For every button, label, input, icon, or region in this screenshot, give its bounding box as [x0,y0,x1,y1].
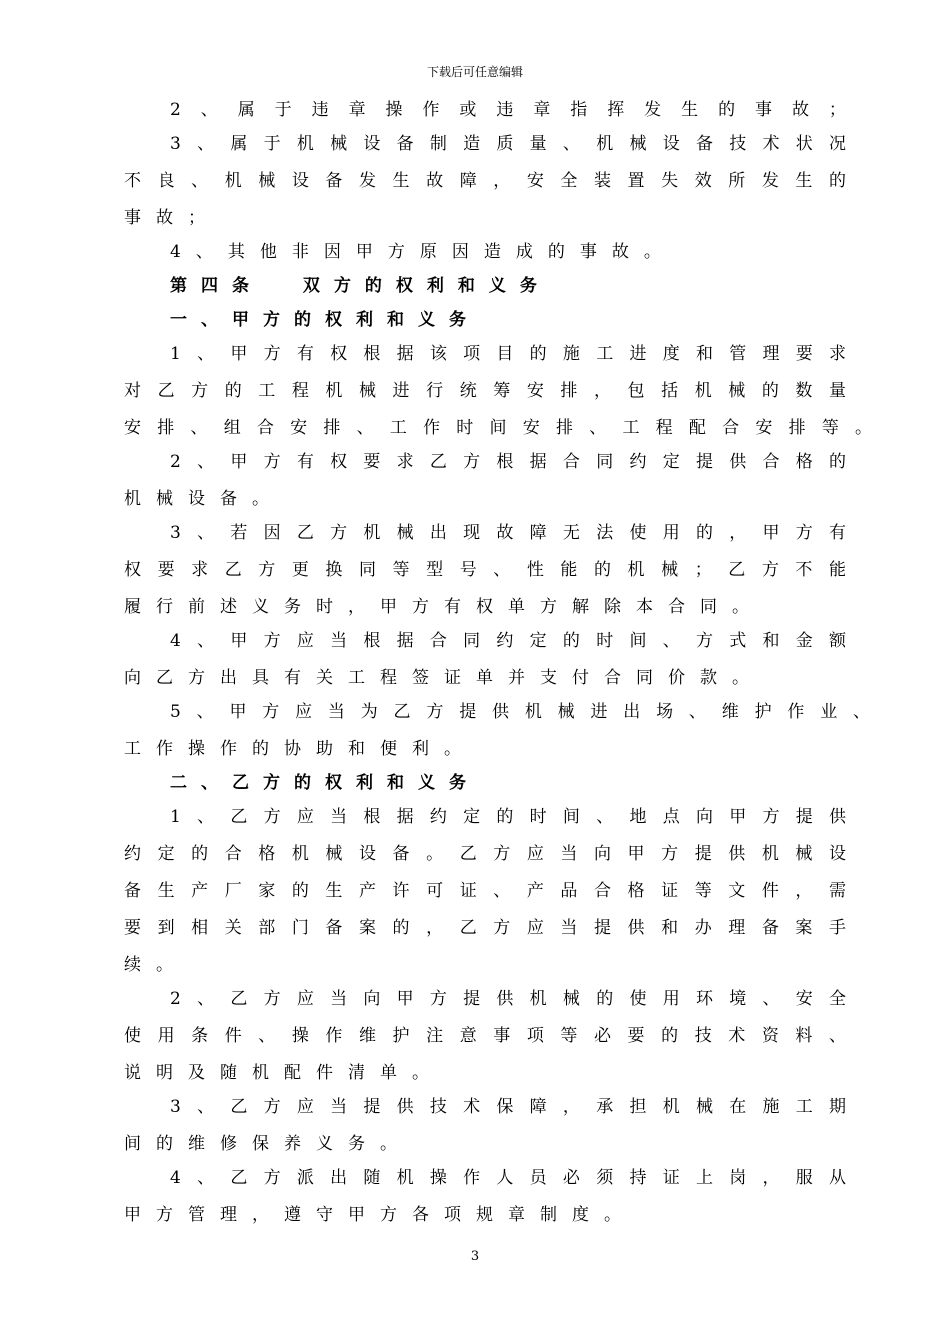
subsection-heading: 一、甲方的权利和义务 [170,310,480,330]
body-line: 2、乙方应当向甲方提供机械的使用环境、安全 [170,989,863,1009]
body-line: 1、甲方有权根据该项目的施工进度和管理要求 [170,344,863,364]
body-line: 不良、机械设备发生故障，安全装置失效所发生的 [124,171,863,191]
body-line: 4、其他非因甲方原因造成的事故。 [170,242,676,262]
body-line: 约定的合格机械设备。乙方应当向甲方提供机械设 [124,844,863,864]
body-line: 向乙方出具有关工程签证单并支付合同价款。 [124,668,764,688]
body-line: 3、属于机械设备制造质量、机械设备技术状况 [170,134,863,154]
body-line: 对乙方的工程机械进行统筹安排，包括机械的数量 [124,381,863,401]
body-line: 履行前述义务时，甲方有权单方解除本合同。 [124,597,764,617]
body-line: 2、甲方有权要求乙方根据合同约定提供合格的 [170,452,863,472]
body-line: 安排、组合安排、工作时间安排、工程配合安排等。 [124,418,889,438]
body-line: 事故； [124,208,220,228]
page-number: 3 [470,1249,480,1264]
body-line: 权要求乙方更换同等型号、性能的机械；乙方不能 [124,560,863,580]
body-line: 甲方管理，遵守甲方各项规章制度。 [124,1205,636,1225]
body-line: 4、甲方应当根据合同约定的时间、方式和金额 [170,631,863,651]
body-line: 3、乙方应当提供技术保障，承担机械在施工期 [170,1097,863,1117]
body-line: 续。 [124,955,188,975]
subsection-heading: 二、乙方的权利和义务 [170,773,480,793]
body-line: 3、若因乙方机械出现故障无法使用的，甲方有 [170,523,863,543]
body-line: 机械设备。 [124,489,284,509]
body-line: 说明及随机配件清单。 [124,1063,444,1083]
body-line: 5、甲方应当为乙方提供机械进出场、维护作业、 [170,702,886,722]
body-line: 使用条件、操作维护注意事项等必要的技术资料、 [124,1026,863,1046]
body-line: 2、属于违章操作或违章指挥发生的事故； [170,100,866,120]
page-header: 下载后可任意编辑 [426,65,523,79]
body-line: 备生产厂家的生产许可证、产品合格证等文件，需 [124,881,863,901]
body-line: 4、乙方派出随机操作人员必须持证上岗，服从 [170,1168,863,1188]
body-line: 工作操作的协助和便利。 [124,739,476,759]
body-line: 要到相关部门备案的，乙方应当提供和办理备案手 [124,918,863,938]
body-line: 间的维修保养义务。 [124,1134,412,1154]
body-line: 1、乙方应当根据约定的时间、地点向甲方提供 [170,807,863,827]
section-heading: 第四条 双方的权利和义务 [170,276,551,296]
